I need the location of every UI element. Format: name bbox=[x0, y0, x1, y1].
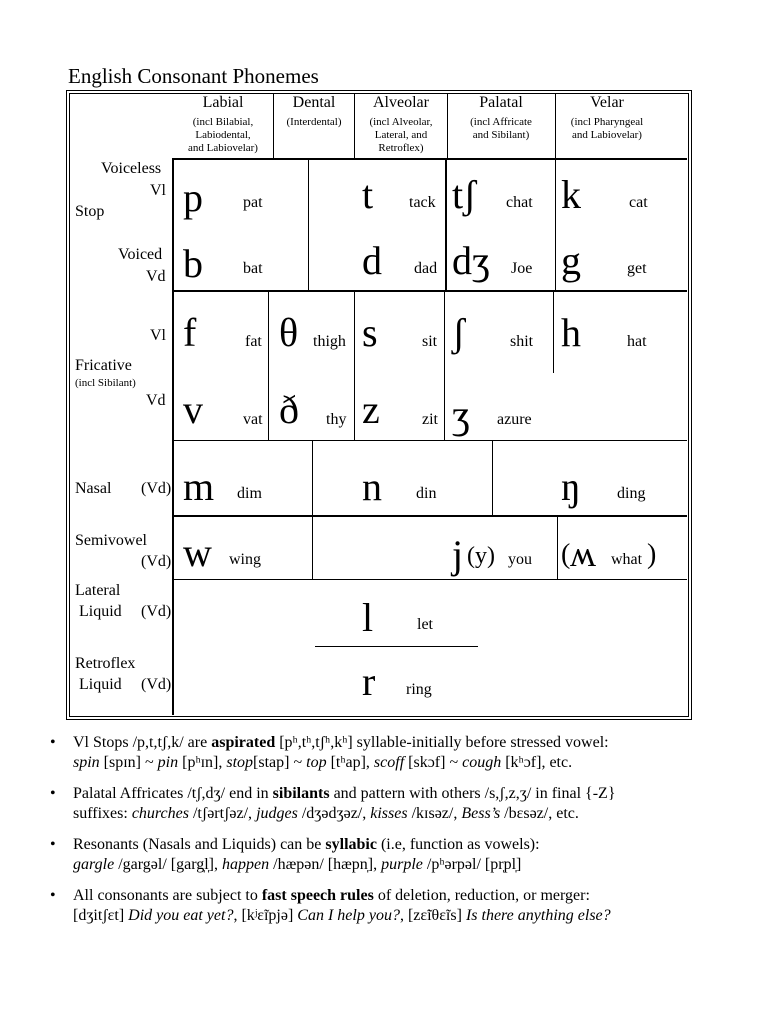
example-joe: Joe bbox=[511, 260, 533, 277]
row-retroflex-vd: (Vd) bbox=[141, 676, 172, 693]
symbol-k: k bbox=[561, 172, 581, 217]
row-fric-vl: Vl bbox=[150, 327, 166, 344]
row-nasal-vd: (Vd) bbox=[141, 480, 172, 497]
row-vl-abbr: Vl bbox=[150, 182, 166, 199]
nasal-bottom-rule bbox=[172, 515, 687, 517]
example-vat: vat bbox=[243, 411, 263, 428]
header-divider bbox=[447, 93, 448, 158]
fric-divider-labial bbox=[268, 291, 269, 440]
nasal-divider-1 bbox=[312, 440, 313, 516]
col-labial-sub: (incl Bilabial, Labiodental, and Labiovelar) bbox=[188, 116, 258, 154]
fric-divider-alveolar bbox=[444, 291, 445, 440]
liquid-divider bbox=[315, 646, 478, 647]
example-let: let bbox=[417, 616, 433, 633]
col-dental-sub: (Interdental) bbox=[286, 116, 342, 128]
fric-divider-dental bbox=[354, 291, 355, 440]
col-labial: Labial bbox=[202, 94, 244, 111]
symbol-t: t bbox=[362, 172, 374, 217]
symbol-n: n bbox=[362, 464, 382, 509]
symbol-wh-close: ) bbox=[647, 539, 657, 570]
symbol-d: d bbox=[362, 238, 382, 283]
example-zit: zit bbox=[422, 411, 438, 428]
row-lateral: Lateral bbox=[75, 582, 121, 599]
example-chat: chat bbox=[506, 194, 533, 211]
symbol-theta: θ bbox=[279, 310, 299, 355]
symbol-r: r bbox=[362, 659, 376, 704]
symbol-sh: ʃ bbox=[452, 310, 466, 355]
symbol-zh: ʒ bbox=[452, 392, 470, 437]
symbol-wh: ʍ bbox=[570, 534, 596, 574]
semi-divider-1 bbox=[312, 516, 313, 579]
note-aspiration: • Vl Stops /p,t,tʃ,k/ are aspirated [pʰ,tʰ,tʃʰ,kʰ] syllable-initially before stressed vowel: spin [spɪn] ~ pin [pʰɪn], stop[stap] ~ top [tʰap], scoff [skɔf] ~ cough [kʰɔf], etc. bbox=[50, 734, 609, 771]
symbol-tsh: tʃ bbox=[452, 172, 477, 217]
example-shit: shit bbox=[510, 333, 534, 350]
row-fricative-sub: (incl Sibilant) bbox=[75, 377, 136, 389]
example-what: what bbox=[611, 551, 643, 568]
header-divider bbox=[555, 93, 556, 158]
col-alveolar: Alveolar bbox=[373, 94, 429, 111]
example-dad: dad bbox=[414, 260, 438, 277]
page-title: English Consonant Phonemes bbox=[68, 64, 319, 88]
note-fast-speech: • All consonants are subject to fast speech rules of deletion, reduction, or merger: [dʒitʃɛt] Did you eat yet?, [kʲɛ̃ɪpjə] Can I help you?, [zɛ̃iθɛ̃ɪs] Is there anything else? bbox=[50, 887, 611, 924]
example-din: din bbox=[416, 485, 437, 502]
row-semivowel-vd: (Vd) bbox=[141, 553, 172, 570]
example-ding: ding bbox=[617, 485, 646, 502]
stop-divider-alveolar bbox=[445, 158, 447, 291]
symbol-j: j bbox=[452, 532, 464, 577]
row-voiceless: Voiceless bbox=[101, 160, 162, 177]
stop-divider-palatal bbox=[555, 158, 556, 291]
example-thigh: thigh bbox=[313, 333, 346, 350]
example-dim: dim bbox=[237, 485, 262, 502]
header-divider bbox=[273, 93, 274, 158]
example-pat: pat bbox=[243, 194, 263, 211]
col-alveolar-sub: (incl Alveolar, Lateral, and Retroflex) bbox=[369, 116, 433, 154]
col-palatal-sub: (incl Affricate and Sibilant) bbox=[470, 116, 532, 141]
example-get: get bbox=[627, 260, 647, 277]
symbol-h: h bbox=[561, 310, 581, 355]
note-affricates: • Palatal Affricates /tʃ,dʒ/ end in sibilants and pattern with others /s,ʃ,z,ʒ/ in final {-Z} suffixes: churches /tʃərtʃəz/, judges /dʒədʒəz/, kisses /kɪsəz/, Bess’s /bɛsəz/, etc. bbox=[50, 785, 616, 822]
example-sit: sit bbox=[422, 333, 438, 350]
row-stop: Stop bbox=[75, 203, 105, 220]
header-divider bbox=[354, 93, 355, 158]
row-vd-abbr: Vd bbox=[146, 268, 166, 285]
row-voiced: Voiced bbox=[118, 246, 163, 263]
label-column-divider bbox=[172, 158, 174, 715]
bullet-icon: • bbox=[50, 734, 56, 751]
example-cat: cat bbox=[629, 194, 648, 211]
stop-divider-labial bbox=[308, 158, 309, 291]
row-retroflex-liquid: Liquid bbox=[79, 676, 122, 693]
row-lateral-vd: (Vd) bbox=[141, 603, 172, 620]
semi-divider-2 bbox=[557, 516, 558, 579]
row-semivowel: Semivowel bbox=[75, 532, 147, 549]
symbol-eth: ð bbox=[279, 387, 299, 432]
row-nasal: Nasal bbox=[75, 480, 112, 497]
symbol-m: m bbox=[183, 464, 215, 509]
header-bottom-rule bbox=[172, 158, 687, 160]
symbol-j-paren: (y) bbox=[467, 543, 495, 569]
example-wing: wing bbox=[229, 551, 261, 568]
symbol-s: s bbox=[362, 310, 378, 355]
symbol-z: z bbox=[362, 387, 380, 432]
symbol-b: b bbox=[183, 241, 203, 286]
col-velar: Velar bbox=[590, 94, 624, 111]
bullet-icon: • bbox=[50, 887, 56, 904]
symbol-v: v bbox=[183, 387, 203, 432]
col-palatal: Palatal bbox=[479, 94, 523, 111]
fric-bottom-rule bbox=[172, 440, 687, 441]
symbol-p: p bbox=[183, 175, 203, 220]
symbol-g: g bbox=[561, 238, 581, 283]
example-azure: azure bbox=[497, 411, 532, 428]
symbol-f: f bbox=[183, 310, 197, 355]
bullet-icon: • bbox=[50, 836, 56, 853]
example-tack: tack bbox=[409, 194, 436, 211]
example-ring: ring bbox=[406, 681, 432, 698]
example-hat: hat bbox=[627, 333, 647, 350]
row-fric-vd: Vd bbox=[146, 392, 166, 409]
symbol-dzh: dʒ bbox=[452, 238, 490, 283]
notes-list bbox=[50, 733, 750, 937]
example-fat: fat bbox=[245, 333, 262, 350]
semi-bottom-rule bbox=[172, 579, 687, 580]
example-bat: bat bbox=[243, 260, 263, 277]
symbol-w: w bbox=[183, 530, 212, 575]
col-velar-sub: (incl Pharyngeal and Labiovelar) bbox=[570, 116, 644, 141]
row-fricative: Fricative bbox=[75, 357, 132, 374]
symbol-wh-open: ( bbox=[561, 539, 571, 570]
row-lateral-liquid: Liquid bbox=[79, 603, 122, 620]
example-you: you bbox=[508, 551, 532, 568]
example-thy: thy bbox=[326, 411, 347, 428]
row-retroflex: Retroflex bbox=[75, 655, 136, 672]
note-resonants: • Resonants (Nasals and Liquids) can be syllabic (i.e, function as vowels): gargle /gargəl/ [garg̩l̩], happen /hæpən/ [hæpn̩], purple /pʰərpəl/ [pr̩pl̩] bbox=[50, 836, 540, 873]
symbol-l: l bbox=[362, 595, 374, 640]
symbol-ng: ŋ bbox=[561, 464, 581, 509]
col-dental: Dental bbox=[292, 94, 336, 111]
bullet-icon: • bbox=[50, 785, 56, 802]
nasal-divider-2 bbox=[492, 440, 493, 516]
fric-divider-palatal bbox=[553, 291, 554, 373]
stop-bottom-rule bbox=[172, 290, 687, 292]
